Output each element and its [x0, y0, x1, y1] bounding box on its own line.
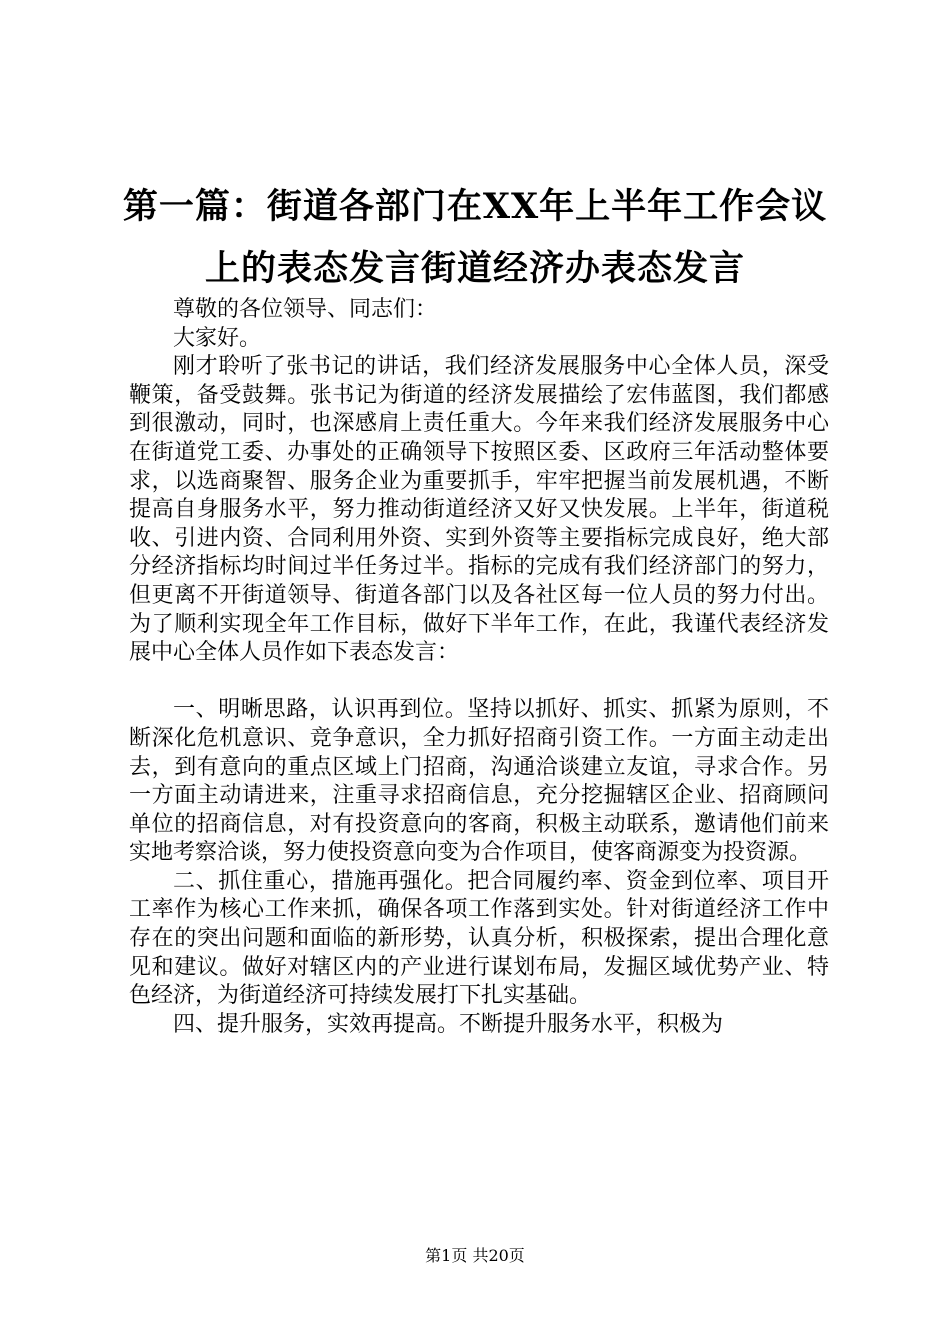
paragraph-spacer — [129, 668, 829, 697]
document-title-line-1: 第一篇：街道各部门在XX年上半年工作会议 — [122, 186, 828, 227]
paragraph-point-2: 二、抓住重心，措施再强化。把合同履约率、资金到位率、项目开工率作为核心工作来抓，确保各项工作落到实处。针对街道经济工作中存在的突出问题和面临的新形势，认真分析，积极探索，提出合理化意见和建议。做好对辖区内的产业进行谋划布局，发掘区域优势产业、特色经济，为街道经济可持续发展打下扎实基础。 — [129, 868, 829, 1009]
paragraph-point-1: 一、明晰思路，认识再到位。坚持以抓好、抓实、抓紧为原则，不断深化危机意识、竞争意识，全力抓好招商引资工作。一方面主动走出去，到有意向的重点区域上门招商，沟通洽谈建立友谊，寻求合作。另一方面主动请进来，注重寻求招商信息，充分挖掘辖区企业、招商顾问单位的招商信息，对有投资意向的客商，积极主动联系，邀请他们前来实地考察洽谈，努力使投资意向变为合作项目，使客商源变为投资源。 — [129, 697, 829, 866]
greeting: 大家好。 — [173, 325, 262, 351]
paragraph-intro: 刚才聆听了张书记的讲话，我们经济发展服务中心全体人员，深受鞭策，备受鼓舞。张书记为街道的经济发展描绘了宏伟蓝图，我们都感到很激动，同时，也深感肩上责任重大。今年来我们经济发展服务中心在街道党工委、办事处的正确领导下按照区委、区政府三年活动整体要求，以选商聚智、服务企业为重要抓手，牢牢把握当前发展机遇，不断提高自身服务水平，努力推动街道经济又好又快发展。上半年，街道税收、引进内资、合同利用外资、实到外资等主要指标完成良好，绝大部分经济指标均时间过半任务过半。指标的完成有我们经济部门的努力，但更离不开街道领导、街道各部门以及各社区每一位人员的努力付出。为了顺利实现全年工作目标，做好下半年工作，在此，我谨代表经济发展中心全体人员作如下表态发言： — [129, 354, 829, 666]
document-title-line-2: 上的表态发言街道经济办表态发言 — [204, 248, 745, 289]
salutation: 尊敬的各位领导、同志们： — [173, 297, 438, 322]
page-footer: 第1页 共20页 — [425, 1246, 525, 1265]
document-body — [129, 296, 829, 1039]
paragraph-point-4: 四、提升服务，实效再提高。不断提升服务水平，积极为 — [173, 1011, 724, 1037]
